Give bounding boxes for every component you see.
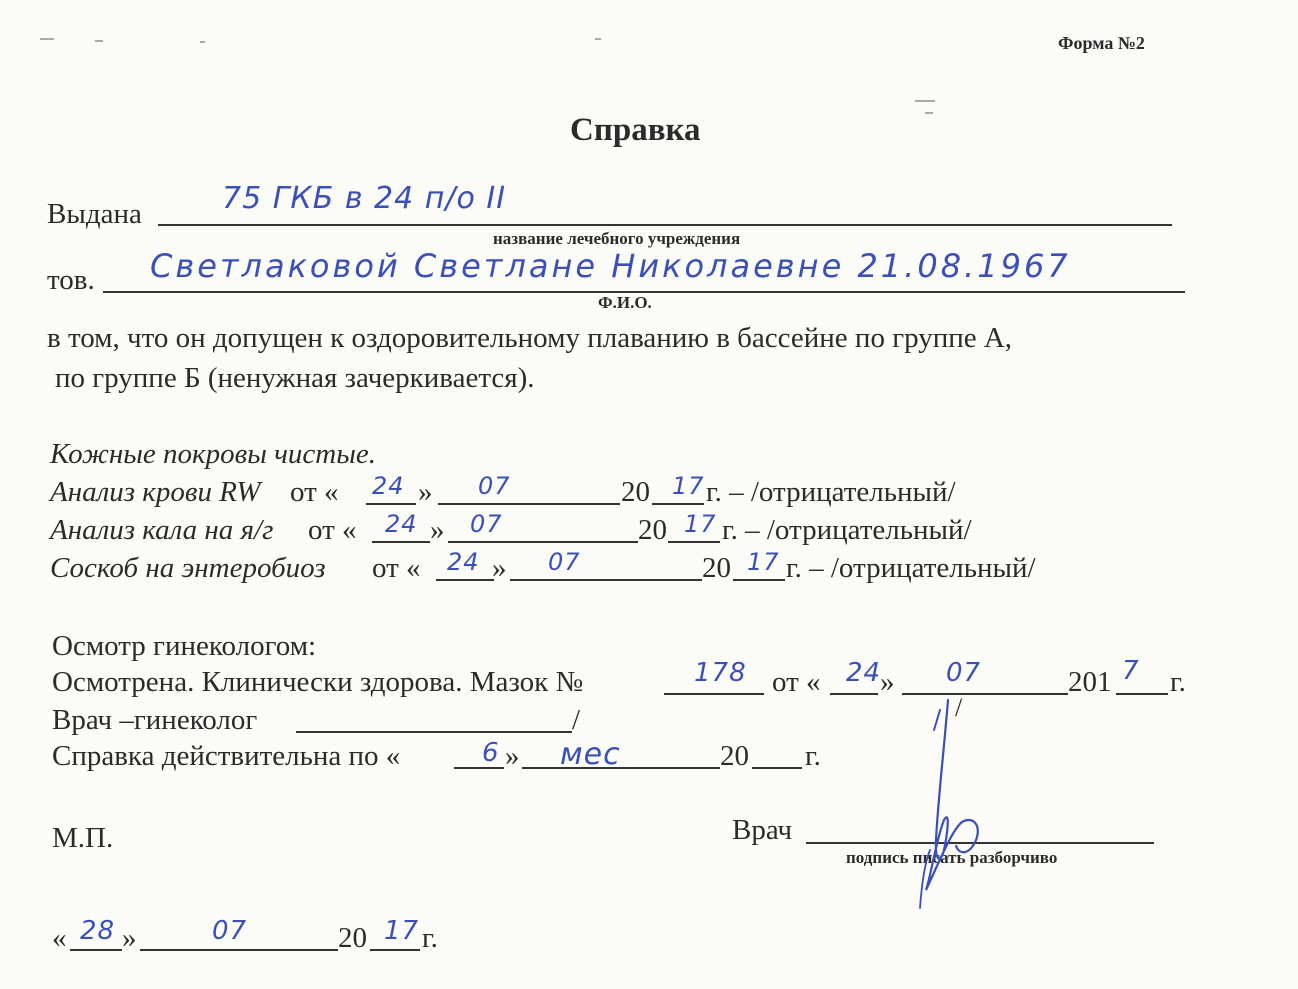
test-result: г. – /отрицательный/ — [706, 476, 956, 508]
gyn-month: 07 — [946, 658, 982, 688]
test-month: 07 — [548, 548, 581, 576]
gyn-heading: Осмотр гинекологом: — [52, 630, 317, 662]
gyn-g: г. — [1170, 666, 1186, 698]
test-from-label: от « — [290, 476, 339, 508]
gyn-year-underline — [1116, 693, 1168, 695]
day-underline — [372, 541, 430, 543]
date-open-quote: « — [52, 922, 67, 954]
scan-speck — [915, 100, 935, 102]
test-from-label: от « — [372, 552, 421, 584]
date-year: 17 — [384, 916, 420, 946]
tov-caption: Ф.И.О. — [598, 293, 652, 312]
test-year: 17 — [672, 472, 705, 500]
tov-value: Светлаковой Светлане Николаевне 21.08.1967 — [150, 247, 1071, 285]
validity-year-underline — [752, 767, 802, 769]
test-result: г. – /отрицательный/ — [786, 552, 1036, 584]
scan-speck — [95, 40, 103, 42]
test-year: 17 — [747, 548, 780, 576]
validity-month: мес — [560, 737, 621, 772]
gyn-doctor-underline — [296, 731, 572, 733]
close-quote: » — [430, 514, 445, 546]
date-day: 28 — [80, 916, 116, 946]
date-month: 07 — [212, 916, 248, 946]
smear-number: 178 — [694, 658, 747, 688]
smear-underline — [664, 693, 764, 695]
validity-month-underline — [522, 767, 720, 769]
scan-speck — [595, 38, 601, 40]
tov-label: тов. — [47, 264, 95, 296]
test-month: 07 — [478, 472, 511, 500]
gyn-day-underline — [830, 693, 878, 695]
validity-label: Справка действительна по « — [52, 740, 401, 772]
year-underline — [733, 579, 785, 581]
stamp-label: М.П. — [52, 822, 114, 854]
date-day-underline — [70, 949, 122, 951]
year-underline — [668, 541, 720, 543]
validity-close-quote: » — [505, 740, 520, 772]
close-quote: » — [492, 552, 507, 584]
test-name: Соскоб на энтеробиоз — [50, 552, 326, 584]
month-underline — [438, 503, 620, 505]
gyn-doctor-label: Врач –гинеколог — [52, 704, 258, 736]
test-year: 17 — [684, 510, 717, 538]
close-quote: » — [418, 476, 433, 508]
test-day: 24 — [372, 472, 405, 500]
test-day: 24 — [447, 548, 480, 576]
admission-line-1: в том, что он допущен к оздоровительному плаванию в бассейне по группе А, — [47, 322, 1013, 354]
gyn-year-prefix: 201 — [1068, 666, 1112, 698]
validity-g: г. — [805, 740, 821, 772]
skin-status: Кожные покровы чистые. — [50, 438, 377, 470]
year-prefix: 20 — [702, 552, 731, 584]
gyn-doctor-slash: / — [572, 704, 581, 736]
slash-mark: / — [955, 693, 963, 722]
validity-value: 6 — [482, 738, 500, 768]
gyn-from-label: от « — [772, 666, 821, 698]
issued-label: Выдана — [47, 198, 142, 230]
gyn-year: 7 — [1122, 656, 1140, 686]
test-name: Анализ крови RW — [50, 476, 261, 508]
form-number: Форма №2 — [1058, 33, 1145, 53]
gyn-day: 24 — [846, 658, 882, 688]
issued-underline — [158, 224, 1172, 226]
day-underline — [366, 503, 416, 505]
test-day: 24 — [385, 510, 418, 538]
scan-speck — [925, 112, 933, 114]
year-underline — [652, 503, 704, 505]
month-underline — [510, 579, 702, 581]
doctor-label: Врач — [732, 814, 793, 846]
date-close-quote: » — [122, 922, 137, 954]
year-prefix: 20 — [638, 514, 667, 546]
issued-caption: название лечебного учреждения — [493, 229, 741, 248]
signature-caption: подпись писать разборчиво — [846, 848, 1058, 867]
day-underline — [436, 579, 494, 581]
scan-speck — [200, 41, 205, 43]
year-prefix: 20 — [621, 476, 650, 508]
date-year-underline — [370, 949, 420, 951]
scan-speck — [40, 38, 54, 40]
month-underline — [448, 541, 638, 543]
admission-line-2: по группе Б (ненужная зачеркивается). — [55, 362, 535, 394]
gyn-close-quote: » — [880, 666, 895, 698]
test-month: 07 — [470, 510, 503, 538]
document-title: Справка — [570, 112, 701, 148]
date-g: г. — [422, 922, 438, 954]
doctor-signature — [900, 690, 1020, 920]
date-month-underline — [140, 949, 338, 951]
test-name: Анализ кала на я/г — [50, 514, 274, 546]
gyn-exam-text: Осмотрена. Клинически здорова. Мазок № — [52, 666, 584, 698]
test-result: г. – /отрицательный/ — [722, 514, 972, 546]
test-from-label: от « — [308, 514, 357, 546]
date-year-prefix: 20 — [338, 922, 367, 954]
issued-value: 75 ГКБ в 24 п/о II — [222, 181, 507, 216]
validity-year-prefix: 20 — [720, 740, 749, 772]
